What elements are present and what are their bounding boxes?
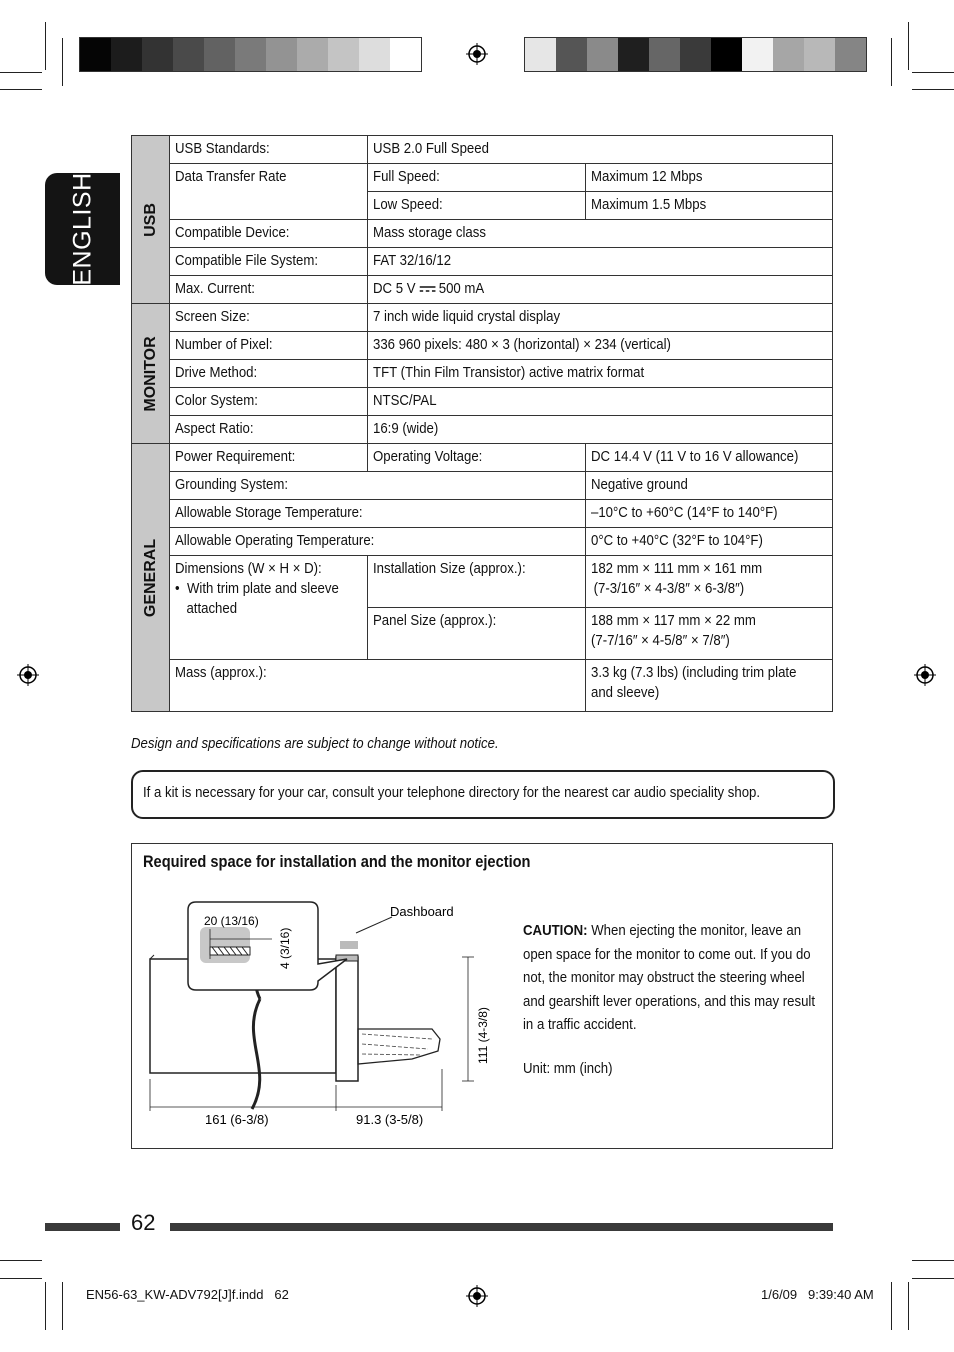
spec-value: USB 2.0 Full Speed [373, 140, 490, 157]
table-row [132, 332, 833, 360]
crop-mark [62, 38, 63, 86]
spec-value: (7-7/16″ × 4-5/8″ × 7/8″) [591, 632, 731, 649]
label-dashboard: Dashboard [390, 904, 454, 919]
color-swatch [711, 38, 742, 71]
specifications-table [131, 135, 833, 712]
table-row [132, 500, 833, 528]
spec-value: Mass storage class [373, 224, 487, 241]
color-swatch [266, 38, 297, 71]
spec-value: 3.3 kg (7.3 lbs) (including trim plate [591, 664, 797, 681]
spec-label: Installation Size (approx.): [373, 560, 526, 577]
spec-value: (7-3/16″ × 4-3/8″ × 6-3/8″) [593, 580, 745, 597]
spec-value: 7 inch wide liquid crystal display [373, 308, 561, 325]
spec-label: Drive Method: [175, 364, 258, 381]
table-row [132, 220, 833, 248]
crop-mark [908, 1282, 909, 1330]
caution-text [523, 919, 823, 1037]
spec-label: Max. Current: [175, 280, 256, 297]
crop-mark [912, 1260, 954, 1261]
installation-space-box [131, 843, 833, 1149]
crop-mark [908, 22, 909, 70]
spec-label: With trim plate and sleeve [187, 580, 340, 597]
crop-mark [0, 72, 42, 73]
spec-value: FAT 32/16/12 [373, 252, 452, 269]
spec-label: Color System: [175, 392, 259, 409]
crop-mark [0, 89, 42, 90]
color-swatch [742, 38, 773, 71]
color-swatch [173, 38, 204, 71]
label-dim-111: 111 (4-3/8) [476, 1007, 490, 1064]
crop-mark [912, 1278, 954, 1279]
spec-label: Data Transfer Rate [175, 168, 287, 185]
color-swatch [142, 38, 173, 71]
color-calibration-bar-left [79, 37, 422, 72]
table-row [132, 304, 833, 332]
language-tab-label: ENGLISH [68, 172, 96, 286]
table-row [132, 472, 833, 500]
table-row [132, 388, 833, 416]
crop-mark [45, 22, 46, 70]
dashboard-shape [340, 941, 358, 949]
table-row [132, 360, 833, 388]
color-swatch [556, 38, 587, 71]
spec-value: NTSC/PAL [373, 392, 437, 409]
spec-value: 188 mm × 117 mm × 22 mm [591, 612, 757, 629]
language-tab [45, 173, 120, 285]
spec-value: 0°C to +40°C (32°F to 104°F) [591, 532, 764, 549]
label-dim-161: 161 (6-3/8) [205, 1112, 269, 1127]
spec-value: and sleeve) [591, 684, 660, 701]
table-row [132, 528, 833, 556]
spec-label: Operating Voltage: [373, 448, 483, 465]
table-row [132, 276, 833, 304]
color-calibration-bar-right [524, 37, 867, 72]
kit-notice-text: If a kit is necessary for your car, consult your telephone directory for the nearest car audio speciality shop. [143, 784, 761, 801]
table-row [132, 416, 833, 444]
section-label-monitor: MONITOR [132, 304, 170, 444]
spec-value: Negative ground [591, 476, 689, 493]
color-swatch [80, 38, 111, 71]
color-swatch [235, 38, 266, 71]
spec-label: attached [186, 600, 238, 617]
caution-body: When ejecting the monitor, leave an open space for the monitor to come out. If you do not, the monitor may obstruct the steering wheel and gearshift lever operations, and this may result in a traffic accident. [523, 922, 816, 1033]
table-row [132, 136, 833, 164]
registration-mark-icon [17, 664, 39, 686]
section-label-general: GENERAL [132, 444, 170, 712]
spec-label: Compatible File System: [175, 252, 319, 269]
crop-mark [0, 1278, 42, 1279]
installation-diagram [132, 889, 512, 1139]
spec-value: Maximum 1.5 Mbps [591, 196, 707, 213]
table-row [132, 660, 833, 712]
spec-label: Power Requirement: [175, 448, 296, 465]
unit-label: Unit: mm (inch) [523, 1060, 613, 1077]
spec-value: 16:9 (wide) [373, 420, 439, 437]
table-row [132, 164, 833, 192]
color-swatch [618, 38, 649, 71]
spec-value: –10°C to +60°C (14°F to 140°F) [591, 504, 778, 521]
spec-label: Screen Size: [175, 308, 251, 325]
registration-mark-icon [914, 664, 936, 686]
front-panel [336, 957, 358, 1081]
color-swatch [587, 38, 618, 71]
spec-label: Allowable Operating Temperature: [175, 532, 375, 549]
spec-label: Aspect Ratio: [175, 420, 254, 437]
color-swatch [773, 38, 804, 71]
spec-label: Number of Pixel: [175, 336, 273, 353]
page-divider-right [170, 1223, 833, 1231]
crop-mark [62, 1282, 63, 1330]
color-swatch [111, 38, 142, 71]
table-row [132, 444, 833, 472]
spec-label: Low Speed: [373, 196, 443, 213]
registration-mark-icon [466, 43, 488, 65]
dc-symbol-icon [419, 284, 435, 294]
spec-label: Compatible Device: [175, 224, 290, 241]
spec-value: DC 14.4 V (11 V to 16 V allowance) [591, 448, 799, 465]
label-dim-20: 20 (13/16) [204, 914, 259, 928]
spec-label: Dimensions (W × H × D): [175, 560, 323, 577]
spec-label: Panel Size (approx.): [373, 612, 497, 629]
kit-notice-box [131, 770, 835, 819]
spec-value: TFT (Thin Film Transistor) active matrix format [373, 364, 645, 381]
color-swatch [525, 38, 556, 71]
crop-mark [912, 89, 954, 90]
page-number: 62 [131, 1210, 156, 1235]
spec-value: DC 5 V 500 mA [373, 280, 485, 297]
color-swatch [328, 38, 359, 71]
color-swatch [297, 38, 328, 71]
caution-label: CAUTION: [523, 922, 588, 939]
color-swatch [204, 38, 235, 71]
crop-mark [891, 1282, 892, 1330]
footer-date: 1/6/09 9:39:40 AM [761, 1287, 874, 1302]
spec-label: Allowable Storage Temperature: [175, 504, 363, 521]
crop-mark [45, 1282, 46, 1330]
spec-label: USB Standards: [175, 140, 271, 157]
table-row [132, 556, 833, 608]
footer-file-info: EN56-63_KW-ADV792[J]f.indd 62 [86, 1287, 289, 1302]
page-divider-left [45, 1223, 120, 1231]
spec-value: Maximum 12 Mbps [591, 168, 703, 185]
crop-mark [912, 72, 954, 73]
label-dim-4: 4 (3/16) [278, 927, 292, 969]
color-swatch [804, 38, 835, 71]
spec-label: Mass (approx.): [175, 664, 268, 681]
spec-value: 182 mm × 111 mm × 161 mm [591, 560, 763, 577]
spec-label: Full Speed: [373, 168, 441, 185]
crop-mark [891, 38, 892, 86]
spec-label: Grounding System: [175, 476, 289, 493]
table-row [132, 248, 833, 276]
spec-change-notice: Design and specifications are subject to change without notice. [131, 735, 499, 752]
color-swatch [359, 38, 390, 71]
color-swatch [835, 38, 866, 71]
crop-mark [0, 1260, 42, 1261]
bullet-icon: • [175, 580, 188, 597]
color-swatch [680, 38, 711, 71]
spec-value: 336 960 pixels: 480 × 3 (horizontal) × 234 (vertical) [373, 336, 672, 353]
color-swatch [649, 38, 680, 71]
installation-section-title: Required space for installation and the monitor ejection [143, 852, 531, 871]
registration-mark-icon [466, 1285, 488, 1307]
section-label-usb: USB [132, 136, 170, 304]
color-swatch [390, 38, 421, 71]
label-dim-91: 91.3 (3-5/8) [356, 1112, 424, 1127]
